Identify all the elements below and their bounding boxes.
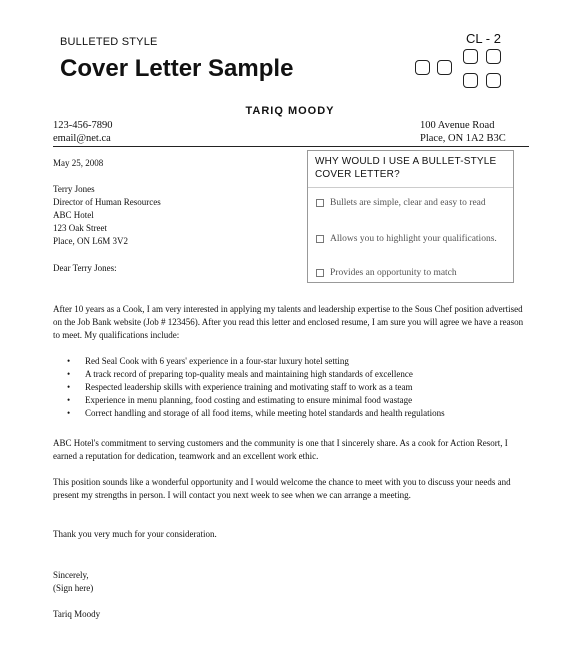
- rounded-squares-logo: [415, 49, 505, 93]
- logo-square: [463, 73, 478, 88]
- document-title: Cover Letter Sample: [60, 55, 294, 82]
- checkbox-icon: [316, 269, 324, 277]
- list-item: [53, 381, 525, 394]
- contact-left: [53, 119, 113, 145]
- letter-date: May 25, 2008: [53, 158, 104, 168]
- sidebar-item: [316, 197, 511, 209]
- bullet-style-sidebar: [307, 150, 514, 283]
- recipient-company: ABC Hotel: [53, 210, 94, 220]
- checkbox-icon: [316, 199, 324, 207]
- bullet-icon: •: [67, 408, 71, 418]
- list-item-text: Respected leadership skills with experience training and motivating staff to work as a team: [85, 382, 413, 392]
- list-item-text: Experience in menu planning, food costing and estimating to ensure minimal food wastage: [85, 395, 413, 405]
- street-address: 100 Avenue Road: [420, 120, 495, 131]
- sidebar-title: WHY WOULD I USE A BULLET-STYLE COVER LETTER?: [315, 156, 497, 180]
- recipient-name: Terry Jones: [53, 184, 95, 194]
- sidebar-divider: [308, 187, 513, 188]
- salutation: Dear Terry Jones:: [53, 263, 117, 273]
- applicant-name: TARIQ MOODY: [245, 105, 335, 117]
- body-paragraph: Thank you very much for your consideration.: [53, 529, 217, 539]
- logo-square: [415, 60, 430, 75]
- closing-block: [53, 569, 93, 595]
- email-address: email@net.ca: [53, 133, 111, 144]
- recipient-block: [53, 183, 161, 248]
- list-item: [53, 355, 525, 368]
- logo-square: [486, 49, 501, 64]
- list-item: [53, 407, 525, 420]
- logo-square: [463, 49, 478, 64]
- contact-right: [420, 119, 506, 145]
- list-item-text: Red Seal Cook with 6 years' experience in a four-star luxury hotel setting: [85, 356, 349, 366]
- qualifications-list: [53, 355, 525, 420]
- header-divider: [53, 146, 529, 147]
- list-item-text: A track record of preparing top-quality meals and maintaining high standards of excellence: [85, 369, 413, 379]
- sidebar-item-text: Provides an opportunity to match: [330, 268, 457, 278]
- recipient-title: Director of Human Resources: [53, 197, 161, 207]
- style-label: BULLETED STYLE: [60, 36, 158, 48]
- signature-placeholder: (Sign here): [53, 583, 94, 593]
- recipient-city: Place, ON L6M 3V2: [53, 236, 128, 246]
- body-paragraph: After 10 years as a Cook, I am very interested in applying my talents and leadership expertise to the Sous Chef position advertised on the Job Bank website (Job # 123456). After you read this letter and enclosed resume, I am sure you will agree we have a reason to meet. My qualifications include:: [53, 304, 524, 340]
- body-paragraph: ABC Hotel's commitment to serving customers and the community is one that I sincerely share. As a cook for Action Resort, I earned a reputation for dedication, teamwork and an excellent work ethic.: [53, 438, 508, 461]
- sidebar-item: [316, 233, 511, 245]
- document-code: CL - 2: [466, 31, 501, 46]
- bullet-icon: •: [67, 395, 71, 405]
- signer-name: Tariq Moody: [53, 609, 101, 619]
- list-item: [53, 394, 525, 407]
- logo-square: [437, 60, 452, 75]
- bullet-icon: •: [67, 382, 71, 392]
- bullet-icon: •: [67, 356, 71, 366]
- logo-square: [486, 73, 501, 88]
- phone-number: 123-456-7890: [53, 120, 113, 131]
- recipient-street: 123 Oak Street: [53, 223, 107, 233]
- list-item: [53, 368, 525, 381]
- checkbox-icon: [316, 235, 324, 243]
- sidebar-item-text: Allows you to highlight your qualifications.: [330, 234, 497, 244]
- city-address: Place, ON 1A2 B3C: [420, 133, 506, 144]
- sidebar-item: [316, 267, 511, 279]
- closing-text: Sincerely,: [53, 570, 89, 580]
- list-item-text: Correct handling and storage of all food items, while meeting hotel standards and health regulations: [85, 408, 445, 418]
- sidebar-item-text: Bullets are simple, clear and easy to read: [330, 198, 486, 208]
- bullet-icon: •: [67, 369, 71, 379]
- body-paragraph: This position sounds like a wonderful opportunity and I would welcome the chance to meet with you to discuss your needs and present my strengths in person. I will contact you next week to see when we can arrange a meeting.: [53, 477, 511, 500]
